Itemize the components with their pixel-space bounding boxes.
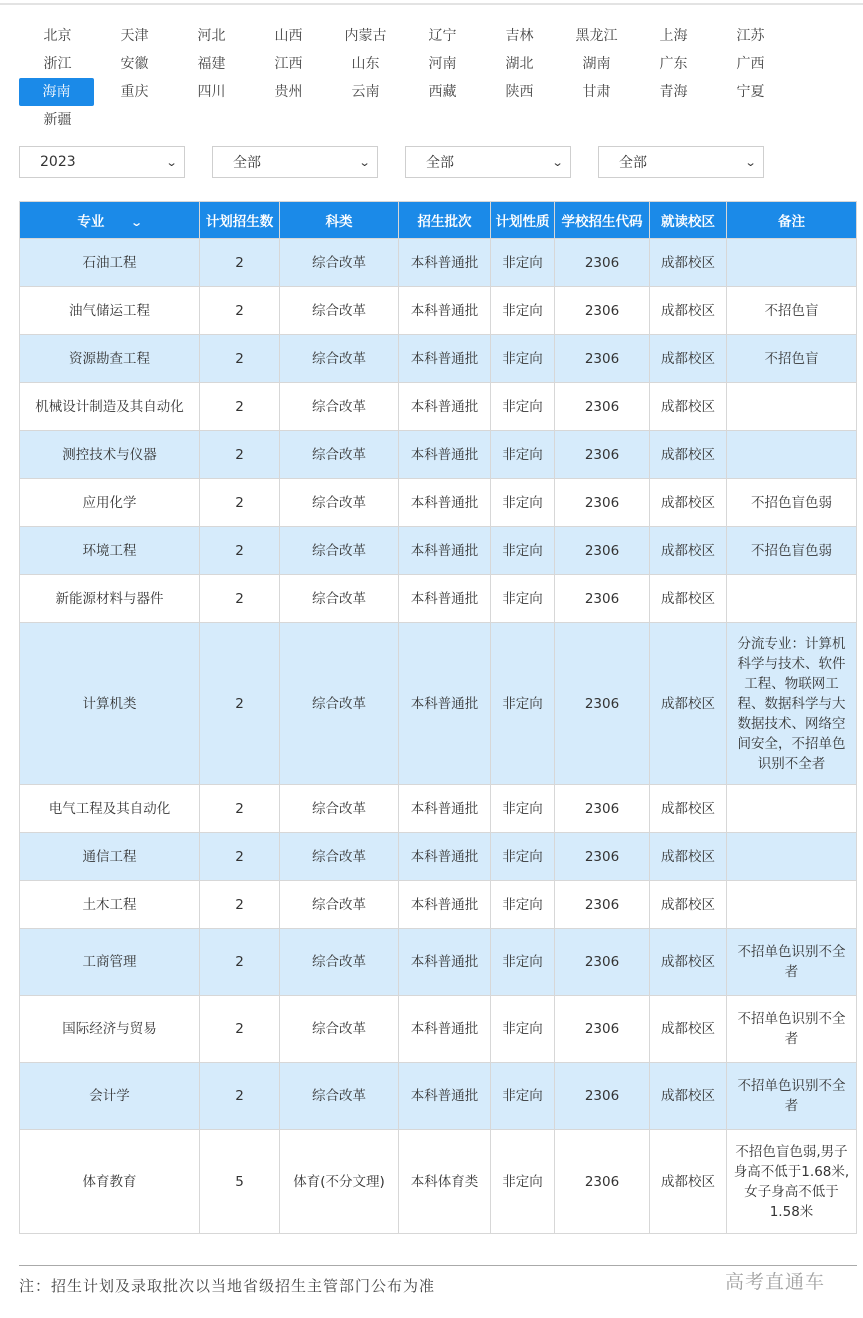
province-row bbox=[19, 22, 819, 50]
cell-remarks: 不招色盲色弱 bbox=[727, 527, 857, 575]
cell-school-code: 2306 bbox=[555, 575, 650, 623]
table-row bbox=[20, 929, 857, 996]
province-item[interactable]: 湖北 bbox=[505, 56, 534, 72]
province-item[interactable]: 内蒙古 bbox=[344, 28, 387, 44]
province-item[interactable]: 安徽 bbox=[120, 56, 149, 72]
cell-batch: 本科普通批 bbox=[399, 833, 491, 881]
province-selector bbox=[19, 22, 819, 134]
cell-plan-count: 5 bbox=[200, 1130, 280, 1234]
table-row bbox=[20, 1130, 857, 1234]
cell-plan-type: 非定向 bbox=[491, 996, 555, 1063]
province-item[interactable]: 广西 bbox=[736, 56, 765, 72]
cell-subject: 综合改革 bbox=[280, 833, 399, 881]
cell-plan-count: 2 bbox=[200, 239, 280, 287]
cell-campus: 成都校区 bbox=[650, 383, 727, 431]
cell-major: 土木工程 bbox=[20, 881, 200, 929]
province-item[interactable]: 宁夏 bbox=[736, 84, 765, 100]
cell-remarks: 不招色盲色弱 bbox=[727, 479, 857, 527]
cell-plan-type: 非定向 bbox=[491, 287, 555, 335]
province-item[interactable]: 黑龙江 bbox=[575, 28, 618, 44]
cell-major: 电气工程及其自动化 bbox=[20, 785, 200, 833]
province-row bbox=[19, 78, 819, 106]
cell-major: 环境工程 bbox=[20, 527, 200, 575]
table-row bbox=[20, 239, 857, 287]
cell-campus: 成都校区 bbox=[650, 1063, 727, 1130]
cell-plan-count: 2 bbox=[200, 1063, 280, 1130]
table-row bbox=[20, 479, 857, 527]
cell-remarks bbox=[727, 785, 857, 833]
cell-subject: 综合改革 bbox=[280, 479, 399, 527]
table-row bbox=[20, 335, 857, 383]
province-row bbox=[19, 50, 819, 78]
cell-campus: 成都校区 bbox=[650, 996, 727, 1063]
cell-subject: 综合改革 bbox=[280, 929, 399, 996]
cell-school-code: 2306 bbox=[555, 833, 650, 881]
cell-major: 国际经济与贸易 bbox=[20, 996, 200, 1063]
cell-campus: 成都校区 bbox=[650, 1130, 727, 1234]
header-major[interactable]: 专业 ⌄ bbox=[20, 202, 200, 239]
header-remarks: 备注 bbox=[727, 202, 857, 239]
cell-major: 计算机类 bbox=[20, 623, 200, 785]
year-select[interactable] bbox=[19, 146, 185, 178]
cell-batch: 本科普通批 bbox=[399, 996, 491, 1063]
province-item[interactable]: 上海 bbox=[659, 28, 688, 44]
cell-plan-type: 非定向 bbox=[491, 575, 555, 623]
cell-plan-count: 2 bbox=[200, 479, 280, 527]
cell-remarks: 不招单色识别不全者 bbox=[727, 996, 857, 1063]
cell-plan-count: 2 bbox=[200, 575, 280, 623]
cell-batch: 本科普通批 bbox=[399, 527, 491, 575]
cell-school-code: 2306 bbox=[555, 383, 650, 431]
header-school-code: 学校招生代码 bbox=[555, 202, 650, 239]
cell-school-code: 2306 bbox=[555, 623, 650, 785]
chevron-down-icon: ⌄ bbox=[551, 155, 564, 169]
cell-plan-type: 非定向 bbox=[491, 239, 555, 287]
cell-remarks: 不招色盲 bbox=[727, 335, 857, 383]
cell-plan-count: 2 bbox=[200, 833, 280, 881]
cell-batch: 本科普通批 bbox=[399, 287, 491, 335]
province-item[interactable]: 北京 bbox=[43, 28, 72, 44]
header-plan-type: 计划性质 bbox=[491, 202, 555, 239]
cell-school-code: 2306 bbox=[555, 287, 650, 335]
cell-plan-type: 非定向 bbox=[491, 833, 555, 881]
province-item[interactable]: 陕西 bbox=[505, 84, 534, 100]
header-batch: 招生批次 bbox=[399, 202, 491, 239]
table-row bbox=[20, 431, 857, 479]
cell-plan-type: 非定向 bbox=[491, 785, 555, 833]
cell-plan-count: 2 bbox=[200, 431, 280, 479]
table-row bbox=[20, 287, 857, 335]
cell-batch: 本科体育类 bbox=[399, 1130, 491, 1234]
cell-school-code: 2306 bbox=[555, 527, 650, 575]
table-row bbox=[20, 383, 857, 431]
cell-school-code: 2306 bbox=[555, 996, 650, 1063]
province-item[interactable]: 新疆 bbox=[43, 112, 72, 128]
cell-campus: 成都校区 bbox=[650, 431, 727, 479]
cell-subject: 综合改革 bbox=[280, 575, 399, 623]
table-row bbox=[20, 575, 857, 623]
cell-campus: 成都校区 bbox=[650, 479, 727, 527]
cell-campus: 成都校区 bbox=[650, 833, 727, 881]
cell-plan-count: 2 bbox=[200, 881, 280, 929]
table-row bbox=[20, 881, 857, 929]
cell-batch: 本科普通批 bbox=[399, 929, 491, 996]
cell-school-code: 2306 bbox=[555, 431, 650, 479]
type-select[interactable] bbox=[598, 146, 764, 178]
cell-plan-count: 2 bbox=[200, 527, 280, 575]
cell-major: 新能源材料与器件 bbox=[20, 575, 200, 623]
cell-major: 测控技术与仪器 bbox=[20, 431, 200, 479]
cell-plan-count: 2 bbox=[200, 335, 280, 383]
cell-remarks: 分流专业：计算机科学与技术、软件工程、物联网工程、数据科学与大数据技术、网络空间安全，不招单色识别不全者 bbox=[727, 623, 857, 785]
cell-batch: 本科普通批 bbox=[399, 431, 491, 479]
cell-plan-type: 非定向 bbox=[491, 479, 555, 527]
table-row bbox=[20, 996, 857, 1063]
cell-subject: 综合改革 bbox=[280, 881, 399, 929]
cell-plan-type: 非定向 bbox=[491, 431, 555, 479]
cell-subject: 综合改革 bbox=[280, 1063, 399, 1130]
cell-plan-type: 非定向 bbox=[491, 881, 555, 929]
province-item[interactable]: 青海 bbox=[659, 84, 688, 100]
table-row bbox=[20, 623, 857, 785]
cell-major: 应用化学 bbox=[20, 479, 200, 527]
cell-major: 油气储运工程 bbox=[20, 287, 200, 335]
chevron-down-icon[interactable]: ⌄ bbox=[130, 216, 144, 229]
cell-batch: 本科普通批 bbox=[399, 623, 491, 785]
year-select-value: 2023 bbox=[40, 154, 76, 170]
cell-remarks bbox=[727, 833, 857, 881]
cell-subject: 综合改革 bbox=[280, 431, 399, 479]
cell-batch: 本科普通批 bbox=[399, 575, 491, 623]
province-item[interactable]: 重庆 bbox=[120, 84, 149, 100]
cell-campus: 成都校区 bbox=[650, 929, 727, 996]
province-item[interactable]: 四川 bbox=[197, 84, 226, 100]
cell-campus: 成都校区 bbox=[650, 623, 727, 785]
cell-plan-count: 2 bbox=[200, 785, 280, 833]
cell-subject: 综合改革 bbox=[280, 335, 399, 383]
cell-school-code: 2306 bbox=[555, 929, 650, 996]
cell-major: 石油工程 bbox=[20, 239, 200, 287]
province-item[interactable]: 云南 bbox=[351, 84, 380, 100]
cell-plan-type: 非定向 bbox=[491, 623, 555, 785]
cell-school-code: 2306 bbox=[555, 881, 650, 929]
cell-batch: 本科普通批 bbox=[399, 335, 491, 383]
province-item[interactable]: 山东 bbox=[351, 56, 380, 72]
batch-select-value: 全部 bbox=[426, 155, 454, 171]
cell-school-code: 2306 bbox=[555, 479, 650, 527]
province-item[interactable]: 天津 bbox=[120, 28, 149, 44]
cell-major: 体育教育 bbox=[20, 1130, 200, 1234]
cell-subject: 综合改革 bbox=[280, 623, 399, 785]
cell-campus: 成都校区 bbox=[650, 575, 727, 623]
province-item[interactable]: 贵州 bbox=[274, 84, 303, 100]
cell-subject: 综合改革 bbox=[280, 383, 399, 431]
table-header-row bbox=[20, 202, 857, 239]
cell-major: 工商管理 bbox=[20, 929, 200, 996]
chevron-down-icon: ⌄ bbox=[165, 155, 178, 169]
cell-plan-type: 非定向 bbox=[491, 929, 555, 996]
cell-plan-count: 2 bbox=[200, 929, 280, 996]
cell-batch: 本科普通批 bbox=[399, 785, 491, 833]
batch-select[interactable] bbox=[405, 146, 571, 178]
cell-plan-type: 非定向 bbox=[491, 383, 555, 431]
cell-plan-type: 非定向 bbox=[491, 527, 555, 575]
cell-batch: 本科普通批 bbox=[399, 881, 491, 929]
enrollment-plan-table bbox=[19, 201, 857, 1234]
province-item[interactable]: 海南 bbox=[19, 78, 94, 106]
table-row bbox=[20, 833, 857, 881]
cell-remarks: 不招色盲 bbox=[727, 287, 857, 335]
province-item[interactable]: 河北 bbox=[197, 28, 226, 44]
cell-subject: 综合改革 bbox=[280, 287, 399, 335]
province-item[interactable]: 福建 bbox=[197, 56, 226, 72]
cell-batch: 本科普通批 bbox=[399, 1063, 491, 1130]
cell-campus: 成都校区 bbox=[650, 785, 727, 833]
cell-remarks bbox=[727, 431, 857, 479]
cell-school-code: 2306 bbox=[555, 335, 650, 383]
province-item[interactable]: 江西 bbox=[274, 56, 303, 72]
cell-batch: 本科普通批 bbox=[399, 479, 491, 527]
cell-school-code: 2306 bbox=[555, 1130, 650, 1234]
cell-school-code: 2306 bbox=[555, 239, 650, 287]
cell-remarks: 不招色盲色弱,男子身高不低于1.68米,女子身高不低于1.58米 bbox=[727, 1130, 857, 1234]
filter-bar bbox=[19, 146, 791, 178]
footer-divider bbox=[19, 1265, 857, 1266]
province-item[interactable]: 浙江 bbox=[43, 56, 72, 72]
cell-remarks bbox=[727, 239, 857, 287]
cell-major: 通信工程 bbox=[20, 833, 200, 881]
province-row bbox=[19, 106, 819, 134]
cell-major: 资源勘查工程 bbox=[20, 335, 200, 383]
header-plan-count: 计划招生数 bbox=[200, 202, 280, 239]
cell-subject: 综合改革 bbox=[280, 527, 399, 575]
cell-remarks bbox=[727, 575, 857, 623]
table-row bbox=[20, 1063, 857, 1130]
cell-campus: 成都校区 bbox=[650, 335, 727, 383]
cell-subject: 综合改革 bbox=[280, 996, 399, 1063]
cell-plan-count: 2 bbox=[200, 287, 280, 335]
cell-subject: 体育(不分文理) bbox=[280, 1130, 399, 1234]
category-select-value: 全部 bbox=[233, 155, 261, 171]
cell-remarks: 不招单色识别不全者 bbox=[727, 1063, 857, 1130]
table-row bbox=[20, 527, 857, 575]
chevron-down-icon: ⌄ bbox=[358, 155, 371, 169]
province-item[interactable]: 湖南 bbox=[582, 56, 611, 72]
cell-school-code: 2306 bbox=[555, 1063, 650, 1130]
table-row bbox=[20, 785, 857, 833]
cell-plan-count: 2 bbox=[200, 623, 280, 785]
cell-subject: 综合改革 bbox=[280, 239, 399, 287]
cell-subject: 综合改革 bbox=[280, 785, 399, 833]
cell-campus: 成都校区 bbox=[650, 881, 727, 929]
type-select-value: 全部 bbox=[619, 155, 647, 171]
cell-campus: 成都校区 bbox=[650, 527, 727, 575]
watermark-logo: 高考直通车 bbox=[725, 1271, 826, 1293]
cell-remarks: 不招单色识别不全者 bbox=[727, 929, 857, 996]
province-item[interactable]: 吉林 bbox=[505, 28, 534, 44]
cell-plan-type: 非定向 bbox=[491, 335, 555, 383]
province-item[interactable]: 广东 bbox=[659, 56, 688, 72]
category-select[interactable] bbox=[212, 146, 378, 178]
province-item[interactable]: 山西 bbox=[274, 28, 303, 44]
cell-remarks bbox=[727, 881, 857, 929]
cell-campus: 成都校区 bbox=[650, 239, 727, 287]
cell-major: 会计学 bbox=[20, 1063, 200, 1130]
footnote: 注：招生计划及录取批次以当地省级招生主管部门公布为准 bbox=[19, 1277, 436, 1295]
cell-campus: 成都校区 bbox=[650, 287, 727, 335]
cell-plan-count: 2 bbox=[200, 383, 280, 431]
header-subject: 科类 bbox=[280, 202, 399, 239]
cell-plan-count: 2 bbox=[200, 996, 280, 1063]
cell-plan-type: 非定向 bbox=[491, 1130, 555, 1234]
cell-school-code: 2306 bbox=[555, 785, 650, 833]
province-item[interactable]: 辽宁 bbox=[428, 28, 457, 44]
header-campus: 就读校区 bbox=[650, 202, 727, 239]
province-item[interactable]: 河南 bbox=[428, 56, 457, 72]
province-item[interactable]: 甘肃 bbox=[582, 84, 611, 100]
province-item[interactable]: 西藏 bbox=[428, 84, 457, 100]
cell-remarks bbox=[727, 383, 857, 431]
top-divider bbox=[0, 3, 863, 5]
chevron-down-icon: ⌄ bbox=[744, 155, 757, 169]
cell-batch: 本科普通批 bbox=[399, 239, 491, 287]
cell-major: 机械设计制造及其自动化 bbox=[20, 383, 200, 431]
cell-plan-type: 非定向 bbox=[491, 1063, 555, 1130]
cell-batch: 本科普通批 bbox=[399, 383, 491, 431]
province-item[interactable]: 江苏 bbox=[736, 28, 765, 44]
